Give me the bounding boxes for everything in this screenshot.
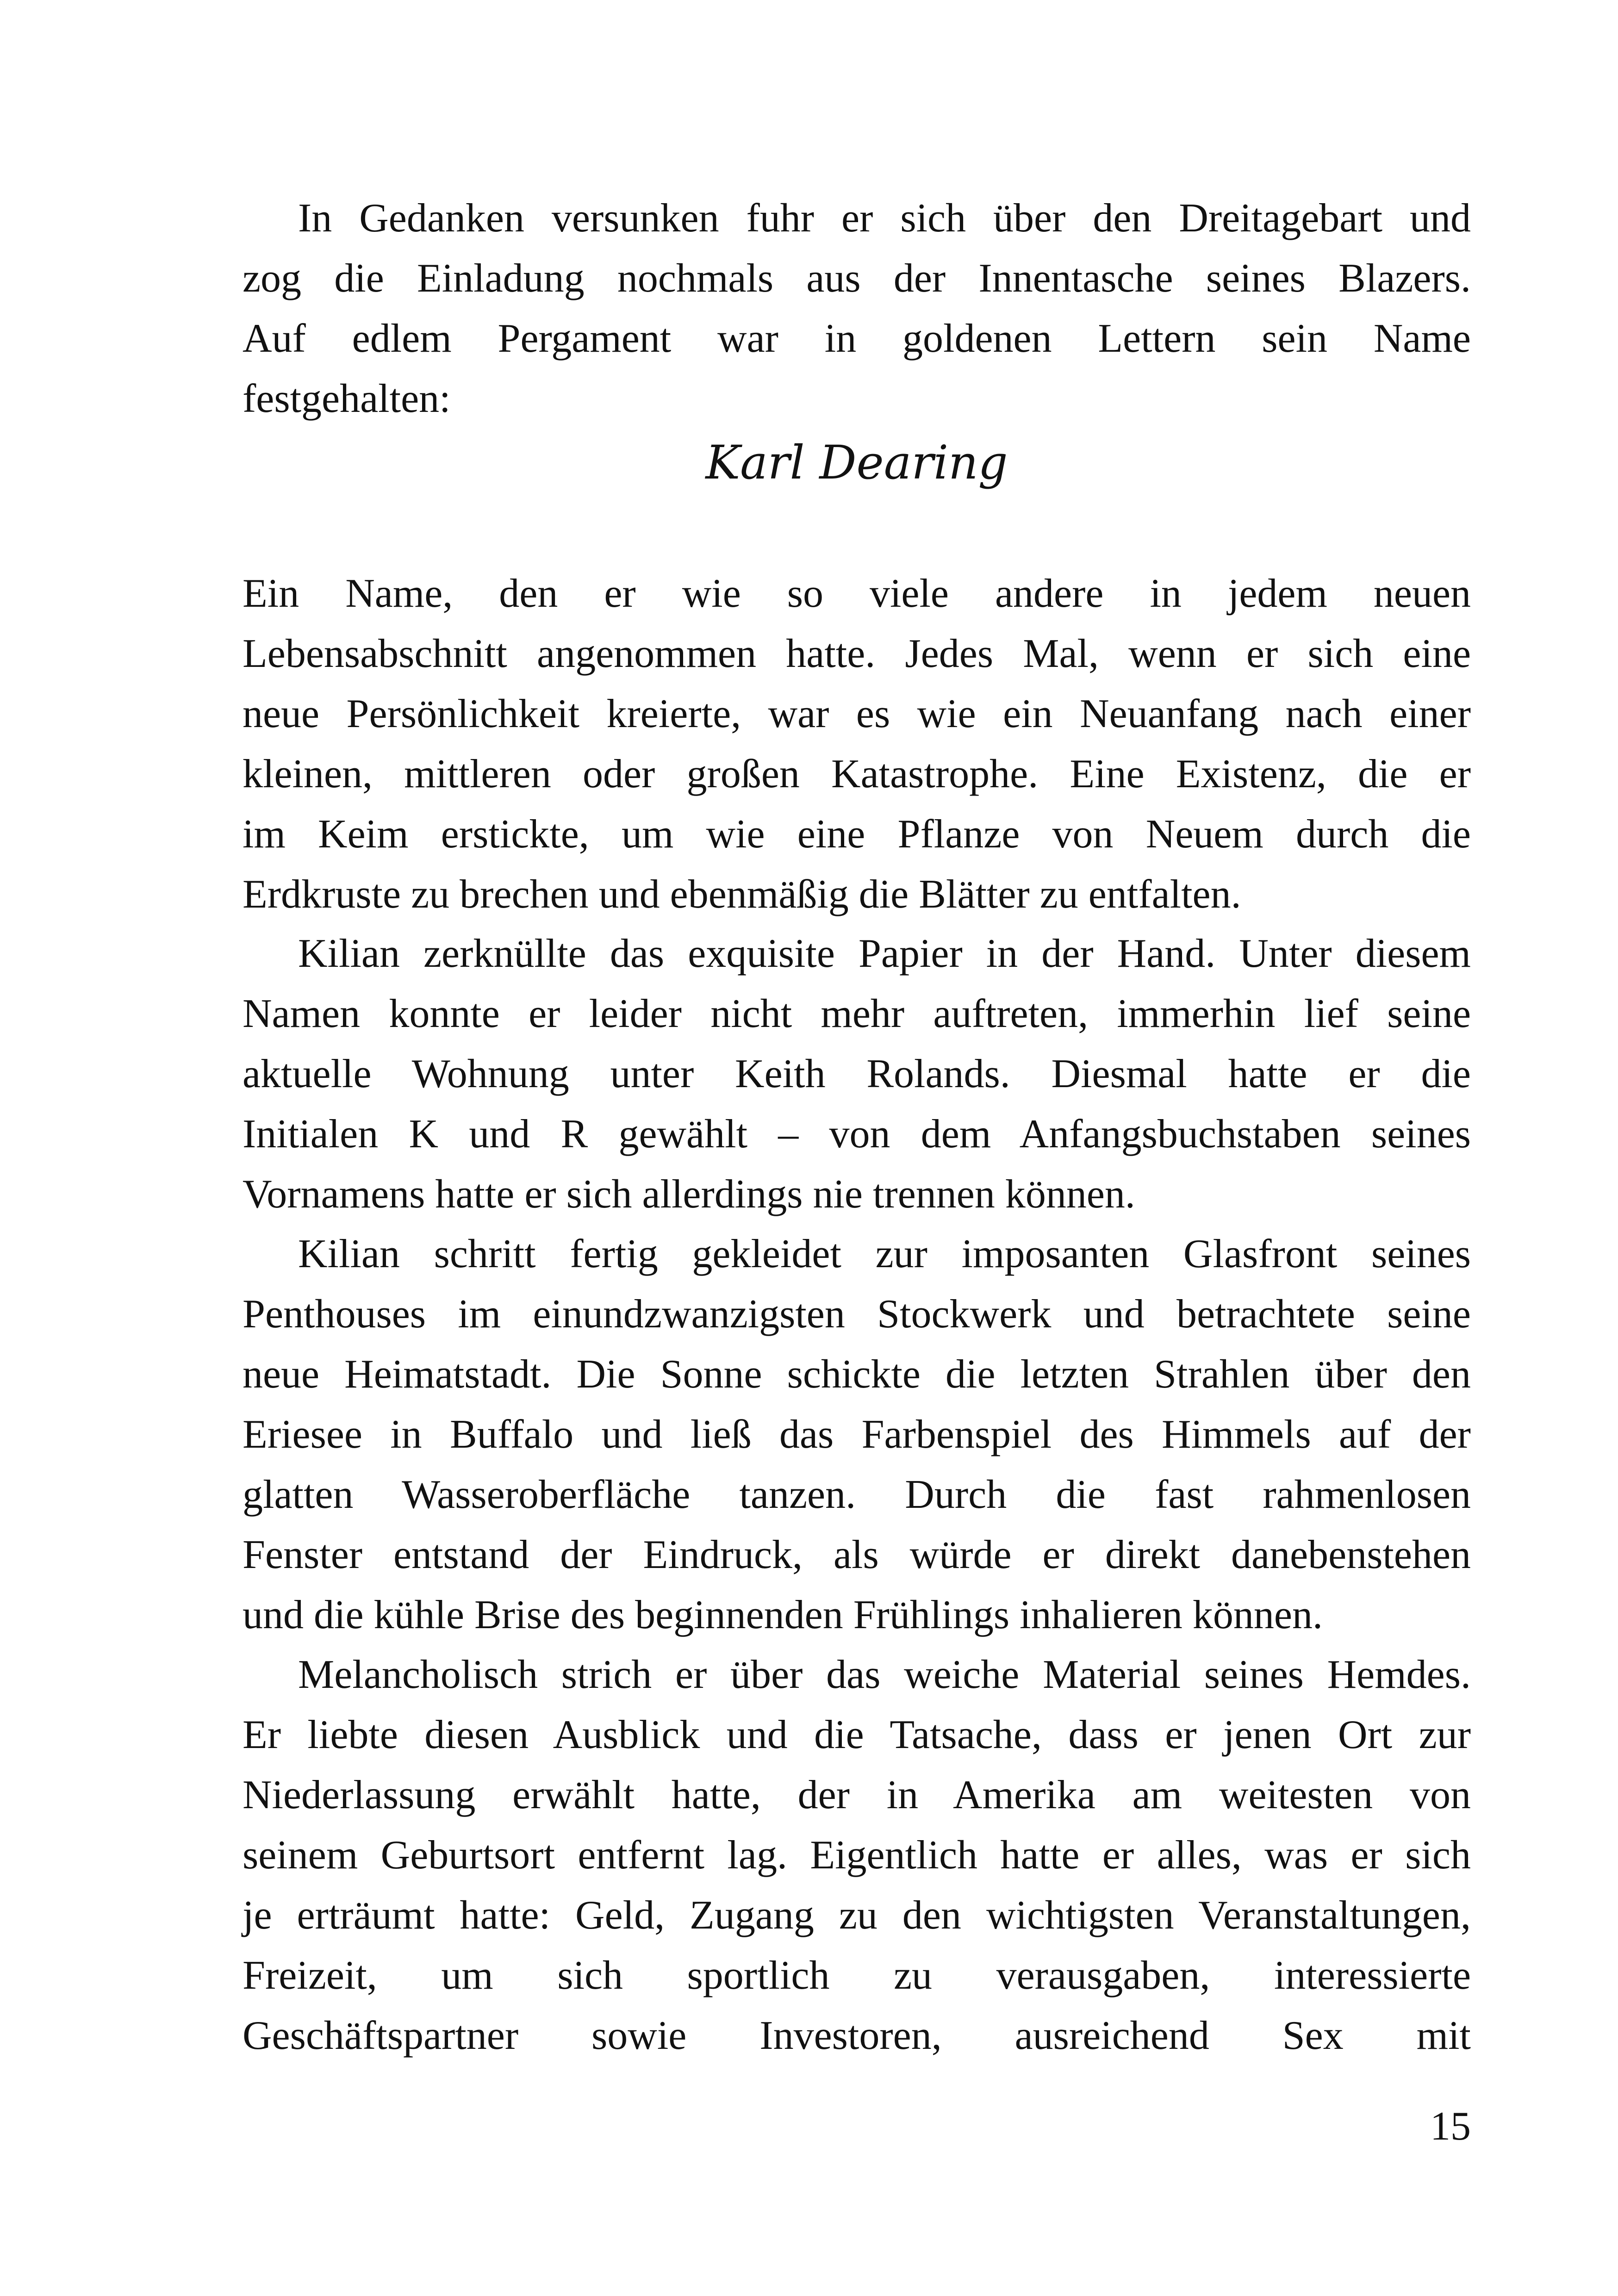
text-line: Initialen K und R gewählt – von dem Anfangsbuchstaben seines <box>243 1112 1471 1157</box>
text-line: Namen konnte er leider nicht mehr auftreten, immerhin lief seine <box>243 991 1471 1036</box>
text-line: Vornamens hatte er sich allerdings nie trennen können. <box>243 1172 1135 1217</box>
text-line: Eriesee in Buffalo und ließ das Farbenspiel des Himmels auf der <box>243 1412 1471 1457</box>
text-line: aktuelle Wohnung unter Keith Rolands. Diesmal hatte er die <box>243 1052 1471 1096</box>
text-line: Fenster entstand der Eindruck, als würde er direkt danebenstehen <box>243 1532 1471 1577</box>
text-line: neue Persönlichkeit kreierte, war es wie ein Neuanfang nach einer <box>243 691 1471 736</box>
text-line: neue Heimatstadt. Die Sonne schickte die letzten Strahlen über den <box>243 1352 1471 1397</box>
text-line: Auf edlem Pergament war in goldenen Lettern sein Name <box>243 316 1471 361</box>
text-line: festgehalten: <box>243 376 451 421</box>
text-line: im Keim erstickte, um wie eine Pflanze von Neuem durch die <box>243 812 1471 857</box>
text-line: Niederlassung erwählt hatte, der in Amerika am weitesten von <box>243 1773 1471 1817</box>
text-line: Kilian zerknüllte das exquisite Papier in der Hand. Unter diesem <box>298 931 1471 976</box>
text-line: Ein Name, den er wie so viele andere in jedem neuen <box>243 571 1471 616</box>
text-line: zog die Einladung nochmals aus der Innentasche seines Blazers. <box>243 256 1471 301</box>
text-line: Freizeit, um sich sportlich zu verausgaben, interessierte <box>243 1953 1471 1998</box>
paragraph-4 <box>243 1224 1471 1645</box>
text-line: Penthouses im einundzwanzigsten Stockwerk und betrachtete seine <box>243 1292 1471 1337</box>
text-line: Melancholisch strich er über das weiche Material seines Hemdes. <box>298 1652 1471 1697</box>
paragraph-5 <box>243 1645 1471 2066</box>
paragraph-1 <box>243 188 1471 429</box>
paragraph-3 <box>243 924 1471 1225</box>
text-line: Erdkruste zu brechen und ebenmäßig die Blätter zu entfalten. <box>243 872 1241 917</box>
text-line: und die kühle Brise des beginnenden Frühlings inhalieren können. <box>243 1593 1323 1637</box>
paragraph-2 <box>243 564 1471 925</box>
invitation-name: Karl Dearing <box>705 436 1008 490</box>
text-line: Lebensabschnitt angenommen hatte. Jedes Mal, wenn er sich eine <box>243 631 1471 676</box>
page-number: 15 <box>1430 2104 1471 2149</box>
text-line: In Gedanken versunken fuhr er sich über den Dreitagebart und <box>298 196 1471 241</box>
text-line: Geschäftspartner sowie Investoren, ausreichend Sex mit <box>243 2013 1471 2058</box>
text-line: je erträumt hatte: Geld, Zugang zu den wichtigsten Veranstaltungen, <box>243 1893 1471 1938</box>
text-line: Er liebte diesen Ausblick und die Tatsache, dass er jenen Ort zur <box>243 1712 1471 1757</box>
text-line: Kilian schritt fertig gekleidet zur imposanten Glasfront seines <box>298 1232 1471 1276</box>
text-line: glatten Wasseroberfläche tanzen. Durch die fast rahmenlosen <box>243 1472 1471 1517</box>
text-line: seinem Geburtsort entfernt lag. Eigentlich hatte er alles, was er sich <box>243 1833 1471 1878</box>
text-line: kleinen, mittleren oder großen Katastrophe. Eine Existenz, die er <box>243 752 1471 796</box>
